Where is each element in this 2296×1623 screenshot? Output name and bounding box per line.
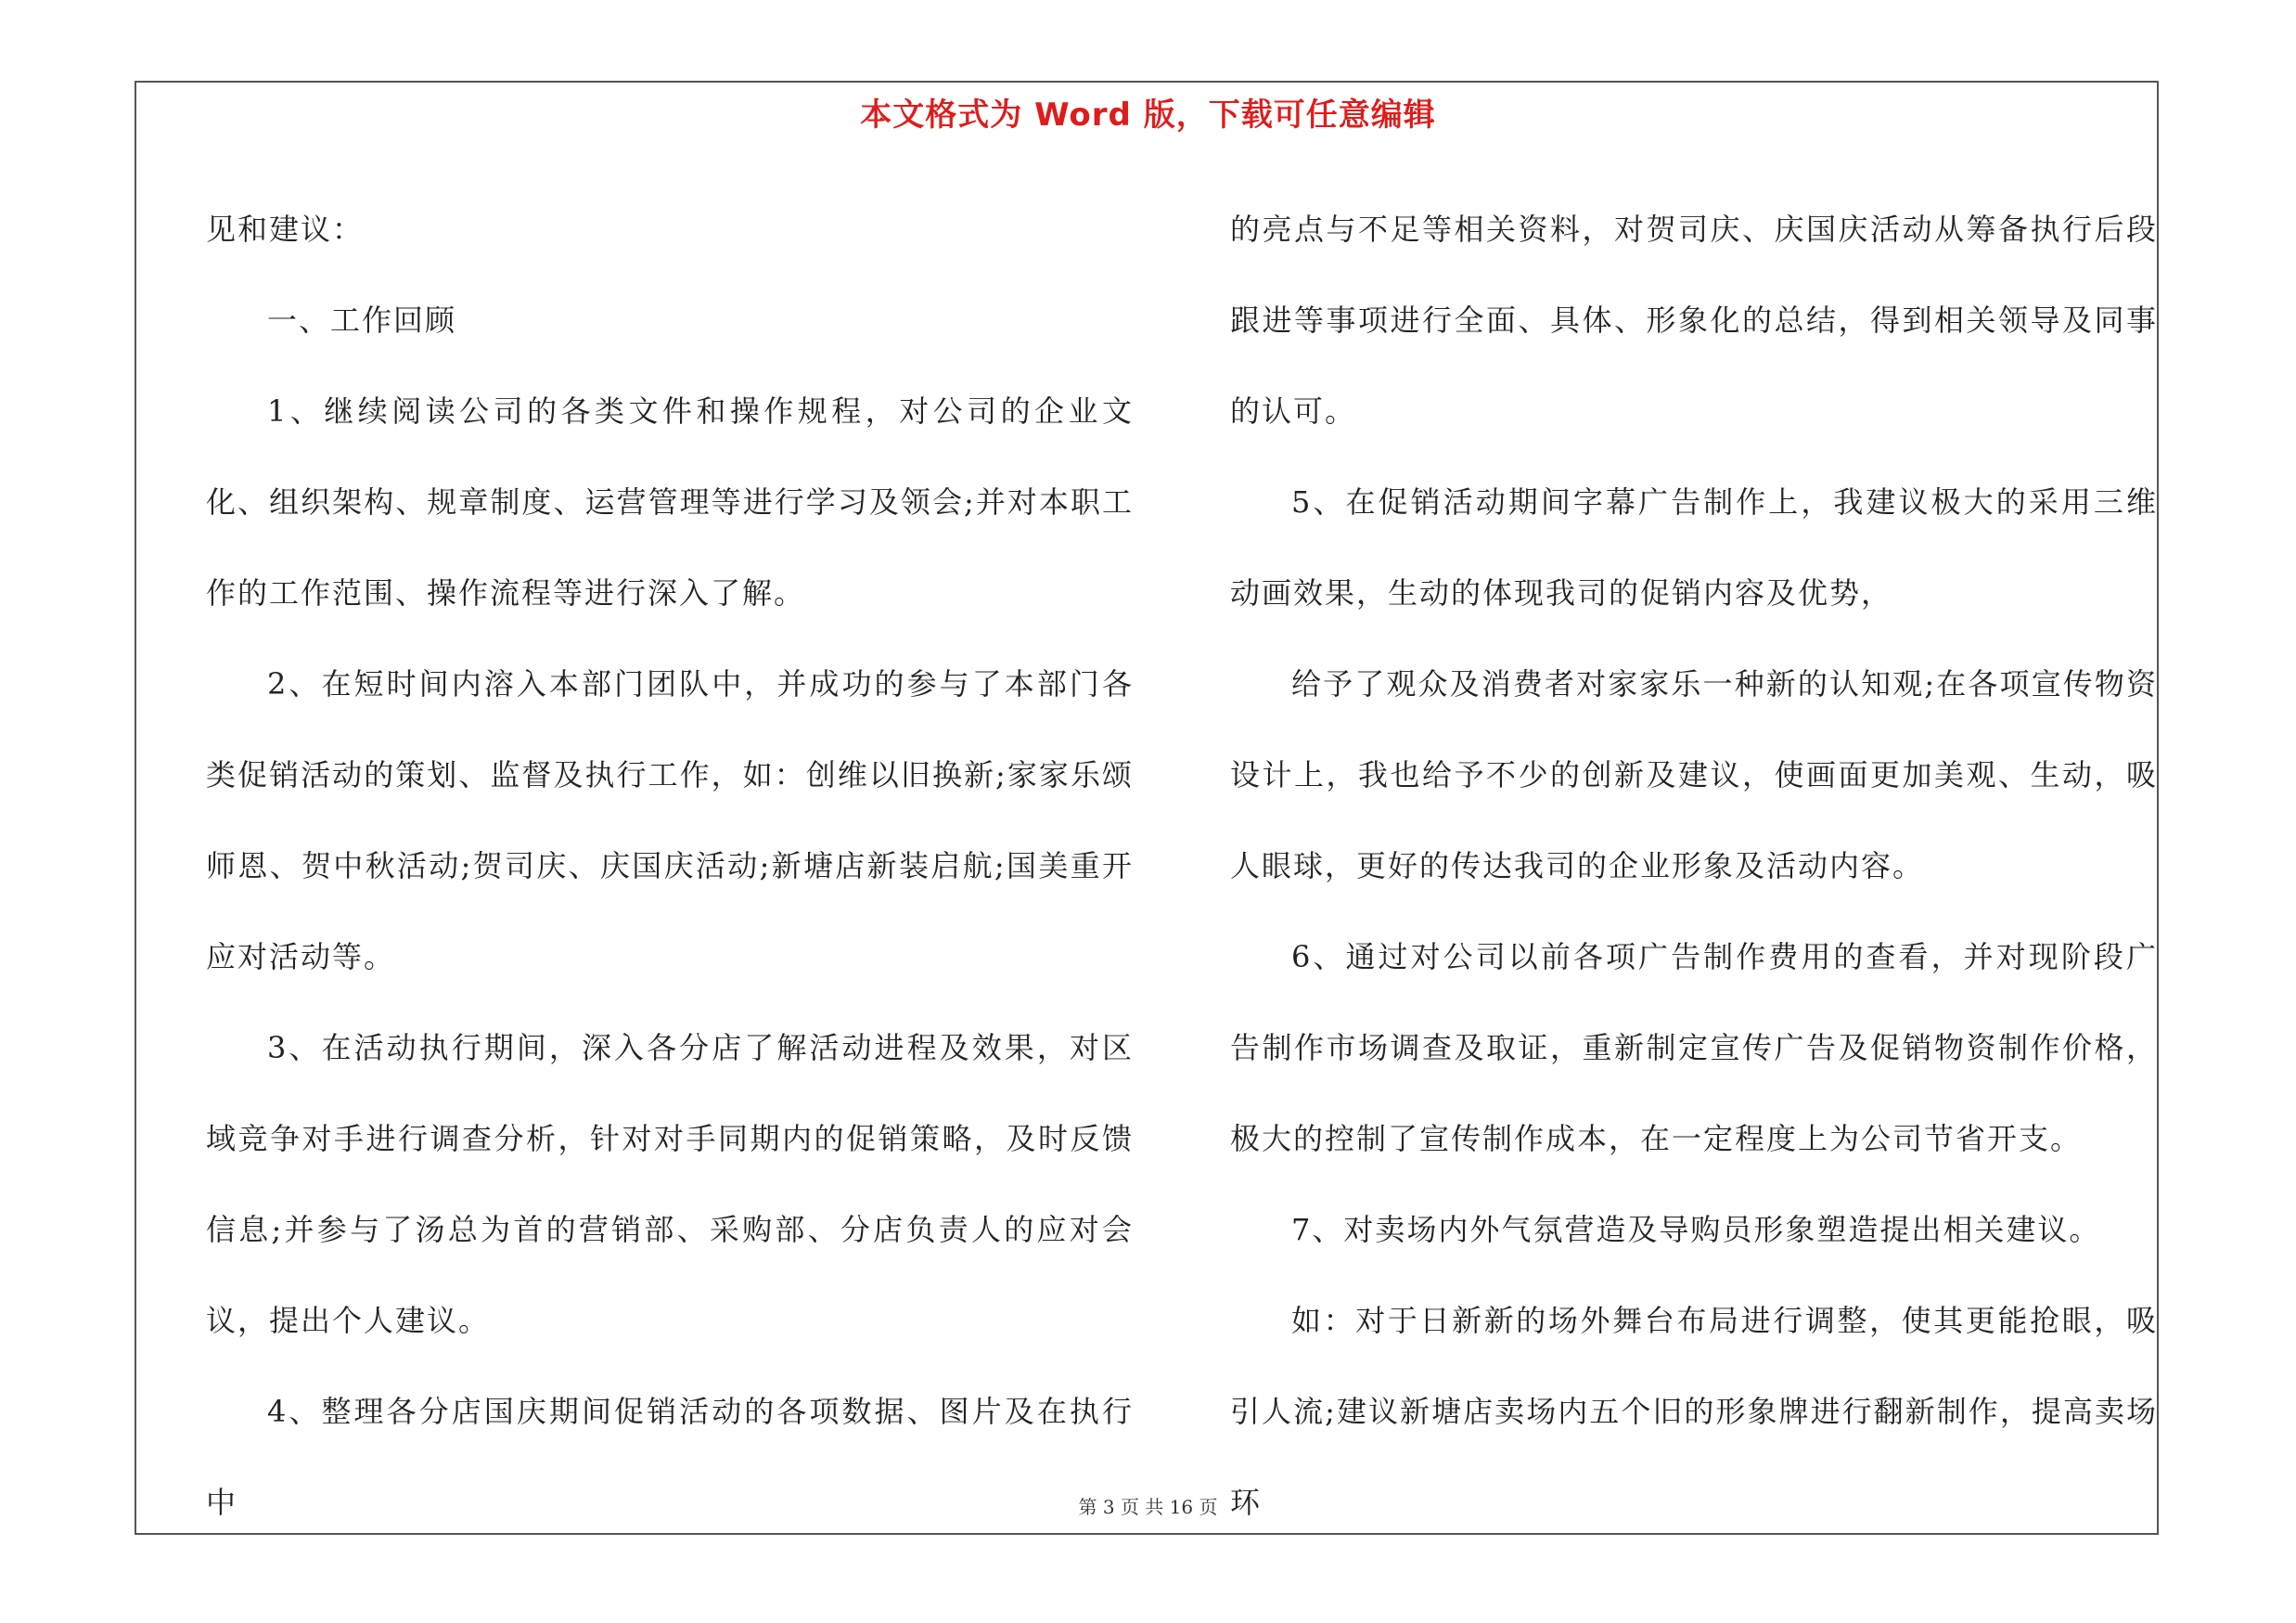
- paragraph: 4、整理各分店国庆期间促销活动的各项数据、图片及在执行中: [206, 1394, 1134, 1520]
- paragraph: 1、继续阅读公司的各类文件和操作规程，对公司的企业文化、组织架构、规章制度、运营管理等进行学习及领会;并对本职工作的工作范围、操作流程等进行深入了解。: [206, 393, 1134, 611]
- paragraph: 见和建议：: [206, 212, 365, 247]
- paragraph: 给予了观众及消费者对家家乐一种新的认知观;在各项宣传物资设计上，我也给予不少的创新及建议，使画面更加美观、生动，吸人眼球，更好的传达我司的企业形象及活动内容。: [1230, 666, 2158, 883]
- format-banner: 本文格式为 Word 版，下载可任意编辑: [860, 97, 1436, 134]
- paragraph: 7、对卖场内外气氛营造及导购员形象塑造提出相关建议。: [1291, 1212, 2101, 1247]
- paragraph: 一、工作回顾: [267, 303, 457, 338]
- paragraph: 2、在短时间内溶入本部门团队中，并成功的参与了本部门各类促销活动的策划、监督及执行工作，如：创维以旧换新;家家乐颂师恩、贺中秋活动;贺司庆、庆国庆活动;新塘店新装启航;国美重开应对活动等。: [206, 666, 1134, 974]
- paragraph: 3、在活动执行期间，深入各分店了解活动进程及效果，对区域竞争对手进行调查分析，针对对手同期内的促销策略，及时反馈信息;并参与了汤总为首的营销部、采购部、分店负责人的应对会议，提出个人建议。: [206, 1030, 1134, 1338]
- paragraph: 如：对于日新新的场外舞台布局进行调整，使其更能抢眼，吸引人流;建议新塘店卖场内五个旧的形象牌进行翻新制作，提高卖场环: [1230, 1303, 2158, 1520]
- right-column: [1230, 184, 2158, 1548]
- paragraph: 的亮点与不足等相关资料，对贺司庆、庆国庆活动从筹备执行后段跟进等事项进行全面、具体、形象化的总结，得到相关领导及同事的认可。: [1230, 212, 2158, 429]
- page-footer: 第 3 页 共 16 页: [1078, 1496, 1218, 1518]
- paragraph: 6、通过对公司以前各项广告制作费用的查看，并对现阶段广告制作市场调查及取证，重新制定宣传广告及促销物资制作价格，极大的控制了宣传制作成本，在一定程度上为公司节省开支。: [1230, 939, 2158, 1156]
- left-column: [206, 184, 1134, 1548]
- paragraph: 5、在促销活动期间字幕广告制作上，我建议极大的采用三维动画效果，生动的体现我司的促销内容及优势，: [1230, 484, 2158, 611]
